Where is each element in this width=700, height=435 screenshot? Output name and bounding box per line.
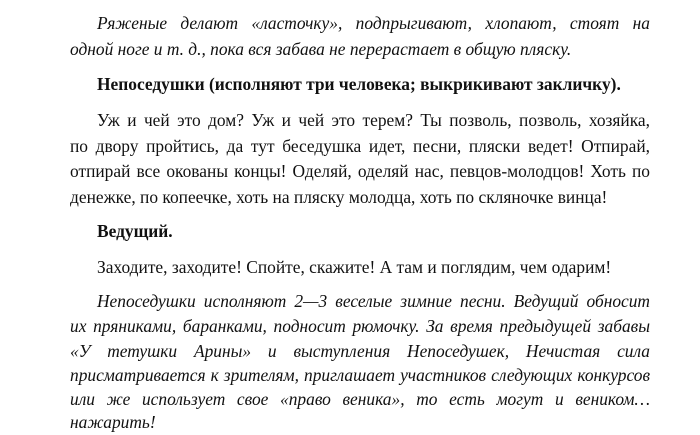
para2-line-2: по двору пройтись, да тут беседушка идет, песни, пляски ведет! Отпирай,	[70, 136, 650, 156]
para2-line-3: отпирай все окованы концы! Оделяй, оделяй нас, певцов-молодцов! Хоть по	[70, 161, 650, 181]
para4-line-6: нажарить!	[70, 412, 156, 432]
heading-neposedushki: Непоседушки (исполняют три человека; выкрикивают закличку).	[97, 74, 621, 94]
para4-line-4: присматривается к зрителям, приглашает участников следующих конкурсов	[70, 365, 650, 385]
para1-line-1: Ряженые делают «ласточку», подпрыгивают, хлопают, стоят на	[97, 13, 650, 33]
para4-line-5: или же использует свое «право веника», то есть могут и веником…	[70, 389, 650, 409]
heading-vedushchiy: Ведущий.	[97, 221, 173, 241]
para4-line-2: их пряниками, баранками, подносит рюмочку. За время предыдущей забавы	[70, 316, 650, 336]
para4-line-1: Непоседушки исполняют 2—3 веселые зимние песни. Ведущий обносит	[97, 291, 650, 311]
para4-line-3: «У тетушки Арины» и выступления Непоседушек, Нечистая сила	[70, 341, 650, 361]
para1-line-2: одной ноге и т. д., пока вся забава не перерастает в общую пляску.	[70, 39, 572, 59]
para3-line: Заходите, заходите! Спойте, скажите! А там и поглядим, чем одарим!	[97, 257, 612, 277]
para2-line-4: денежке, по копеечке, хоть на пляску молодца, хоть по скляночке винца!	[70, 187, 608, 207]
para2-line-1: Уж и чей это дом? Уж и чей это терем? Ты позволь, позволь, хозяйка,	[97, 110, 650, 130]
